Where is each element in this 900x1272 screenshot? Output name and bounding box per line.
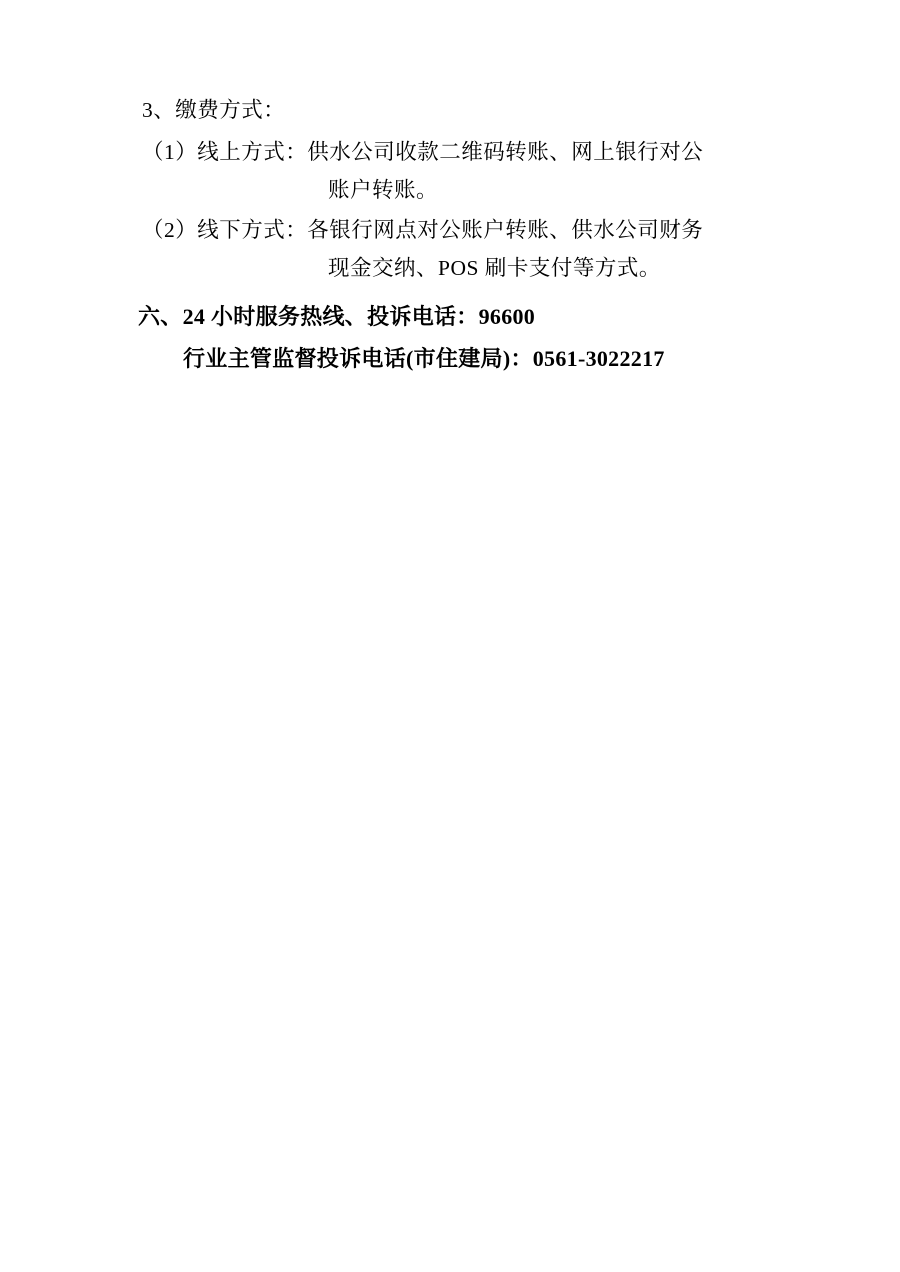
- offline-payment-line-2: 现金交纳、POS 刷卡支付等方式。: [328, 256, 661, 280]
- service-hotline-heading: 六、24 小时服务热线、投诉电话：96600: [138, 303, 536, 329]
- online-payment-paragraph: [135, 139, 765, 202]
- online-payment-line-1: （1）线上方式：供水公司收款二维码转账、网上银行对公: [142, 139, 704, 164]
- supervision-complaint-phone: 行业主管监督投诉电话(市住建局)：0561-3022217: [183, 345, 665, 371]
- payment-method-heading: 3、缴费方式：: [142, 98, 286, 122]
- document-body: [135, 100, 765, 370]
- offline-payment-paragraph: [135, 217, 765, 280]
- offline-payment-line-1: （2）线下方式：各银行网点对公账户转账、供水公司财务: [142, 217, 704, 242]
- online-payment-line-2: 账户转账。: [328, 178, 439, 202]
